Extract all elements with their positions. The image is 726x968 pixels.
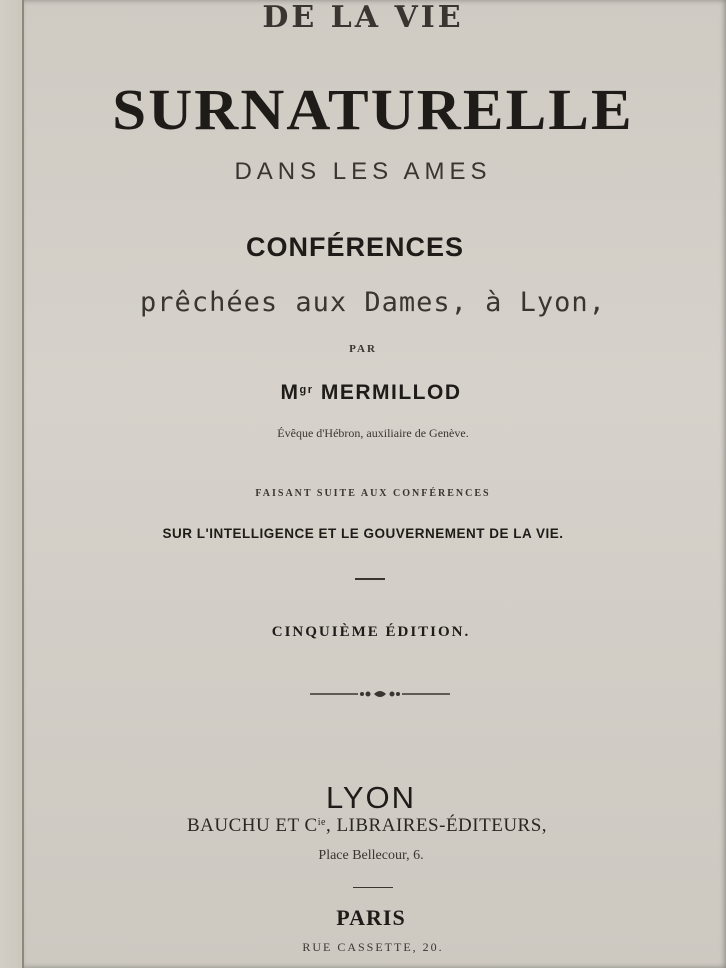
subtitle: CONFÉRENCES [245, 232, 465, 262]
author-prefix: $M^{gr}$ [280, 381, 314, 404]
publisher-rest: , LIBRAIRES-ÉDITEURS, [325, 815, 548, 836]
address-paris: RUE CASSETTE, 20. [302, 940, 444, 954]
edition: CINQUIÈME ÉDITION. [271, 624, 471, 640]
title-line-3: DANS LES AMES [234, 158, 492, 185]
par-label: PAR [349, 343, 377, 355]
author [8, 381, 726, 405]
publisher-name: BAUCHU ET C [186, 815, 318, 836]
divider-rule-2 [353, 887, 393, 888]
preached-line: prêchées aux Dames, à Lyon, [140, 287, 606, 318]
series-note: FAISANT SUITE AUX CONFÉRENCES [255, 488, 491, 499]
title-line-1: DE LA VIE [262, 0, 464, 35]
address-lyon: Place Bellecour, 6. [318, 848, 424, 863]
publisher-sup: ie [317, 817, 326, 828]
divider-rule [355, 578, 385, 580]
series-title: SUR L'INTELLIGENCE ET LE GOUVERNEMENT DE LA VIE. [162, 526, 564, 541]
ornament-icon [310, 686, 450, 702]
author-name: MERMILLOD [313, 381, 462, 404]
main-title: SURNATURELLE [112, 77, 634, 142]
publisher [4, 815, 726, 837]
city-lyon: LYON [325, 780, 417, 815]
author-title: Évêque d'Hébron, auxiliaire de Genève. [277, 426, 469, 440]
city-paris: PARIS [336, 905, 406, 930]
